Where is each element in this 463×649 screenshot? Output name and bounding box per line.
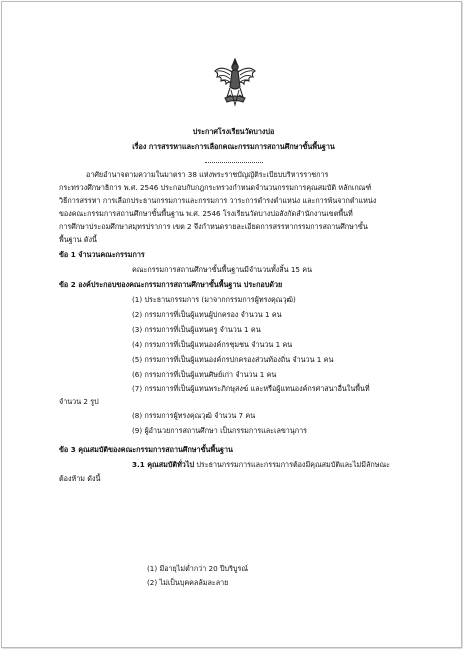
- title-dotted-divider: [205, 162, 263, 163]
- list-item: (7) กรรมการที่เป็นผู้แทนพระภิกษุสงฆ์ และหรือผู้แทนองค์กรศาสนาอื่นในพื้นที่: [132, 384, 370, 393]
- school-announcement-title: ประกาศโรงเรียนวัดบางปอ: [192, 127, 275, 136]
- list-item: (5) กรรมการที่เป็นผู้แทนองค์กรปกครองส่วนท้องถิ่น จำนวน 1 คน: [132, 355, 334, 364]
- section3-heading: ข้อ 3 คุณสมบัติของคณะกรรมการสถานศึกษาขั้นพื้นฐาน: [59, 445, 233, 454]
- intro-line: กระทรวงศึกษาธิการ พ.ศ. 2546 ประกอบกับกฎกระทรวงกำหนดจำนวนกรรมการคุณสมบัติ หลักเกณฑ์: [59, 183, 372, 192]
- list-item: (2) ไม่เป็นบุคคลล้มละลาย: [147, 578, 229, 587]
- list-item: (2) กรรมการที่เป็นผู้แทนผู้ปกครอง จำนวน 1 คน: [132, 310, 282, 319]
- subsection-text: ประธานกรรมการและกรรมการต้องมีคุณสมบัติและไม่มีลักษณะ: [194, 460, 391, 469]
- list-item: (1) มีอายุไม่ต่ำกว่า 20 ปีบริบูรณ์: [147, 564, 249, 573]
- list-item: (3) กรรมการที่เป็นผู้แทนครู จำนวน 1 คน: [132, 325, 261, 334]
- section1-text: คณะกรรมการสถานศึกษาขั้นพื้นฐานมีจำนวนทั้งสิ้น 15 คน: [132, 265, 312, 274]
- subsection-label: 3.1 คุณสมบัติทั่วไป: [132, 460, 195, 469]
- announcement-subject: เรื่อง การสรรหาและการเลือกคณะกรรมการสถานศึกษาขั้นพื้นฐาน: [132, 142, 335, 151]
- section3-subsection: [132, 460, 390, 469]
- intro-line: การศึกษาประถมศึกษาสมุทรปราการ เขต 2 จึงกำหนดรายละเอียดการสรรหากรรมการสถานศึกษาขั้น: [59, 222, 368, 231]
- garuda-emblem-icon: [213, 57, 257, 107]
- list-item: (9) ผู้อำนวยการสถานศึกษา เป็นกรรมการและเลขานุการ: [132, 426, 307, 435]
- intro-line: อาศัยอำนาจตามความในมาตรา 38 แห่งพระราชบัญญัติระเบียบบริหารราชการ: [86, 170, 329, 179]
- list-item: (4) กรรมการที่เป็นผู้แทนองค์กรชุมชน จำนวน 1 คน: [132, 340, 293, 349]
- intro-line: ของคณะกรรมการสถานศึกษาขั้นพื้นฐาน พ.ศ. 2546 โรงเรียนวัดบางปอสังกัดสำนักงานเขตพื้นที่: [59, 209, 353, 218]
- list-item-continuation: จำนวน 2 รูป: [59, 397, 99, 406]
- intro-line: พื้นฐาน ดังนี้: [59, 235, 97, 244]
- list-item: (6) กรรมการที่เป็นผู้แทนศิษย์เก่า จำนวน 1 คน: [132, 370, 277, 379]
- intro-line: วิธีการสรรหา การเลือกประธานกรรมการและกรรมการ วาระการดำรงตำแหน่ง และการพ้นจากตำแหน่ง: [59, 196, 377, 205]
- list-item: (8) กรรมการผู้ทรงคุณวุฒิ จำนวน 7 คน: [132, 411, 256, 420]
- document-page: [1, 1, 462, 648]
- list-item: (1) ประธานกรรมการ (มาจากกรรมการผู้ทรงคุณวุฒิ): [132, 295, 296, 304]
- section2-heading: ข้อ 2 องค์ประกอบของคณะกรรมการสถานศึกษาขั้นพื้นฐาน ประกอบด้วย: [59, 280, 283, 289]
- section1-heading: ข้อ 1 จำนวนคณะกรรมการ: [59, 250, 145, 259]
- subsection-continuation: ต้องห้าม ดังนี้: [59, 474, 101, 483]
